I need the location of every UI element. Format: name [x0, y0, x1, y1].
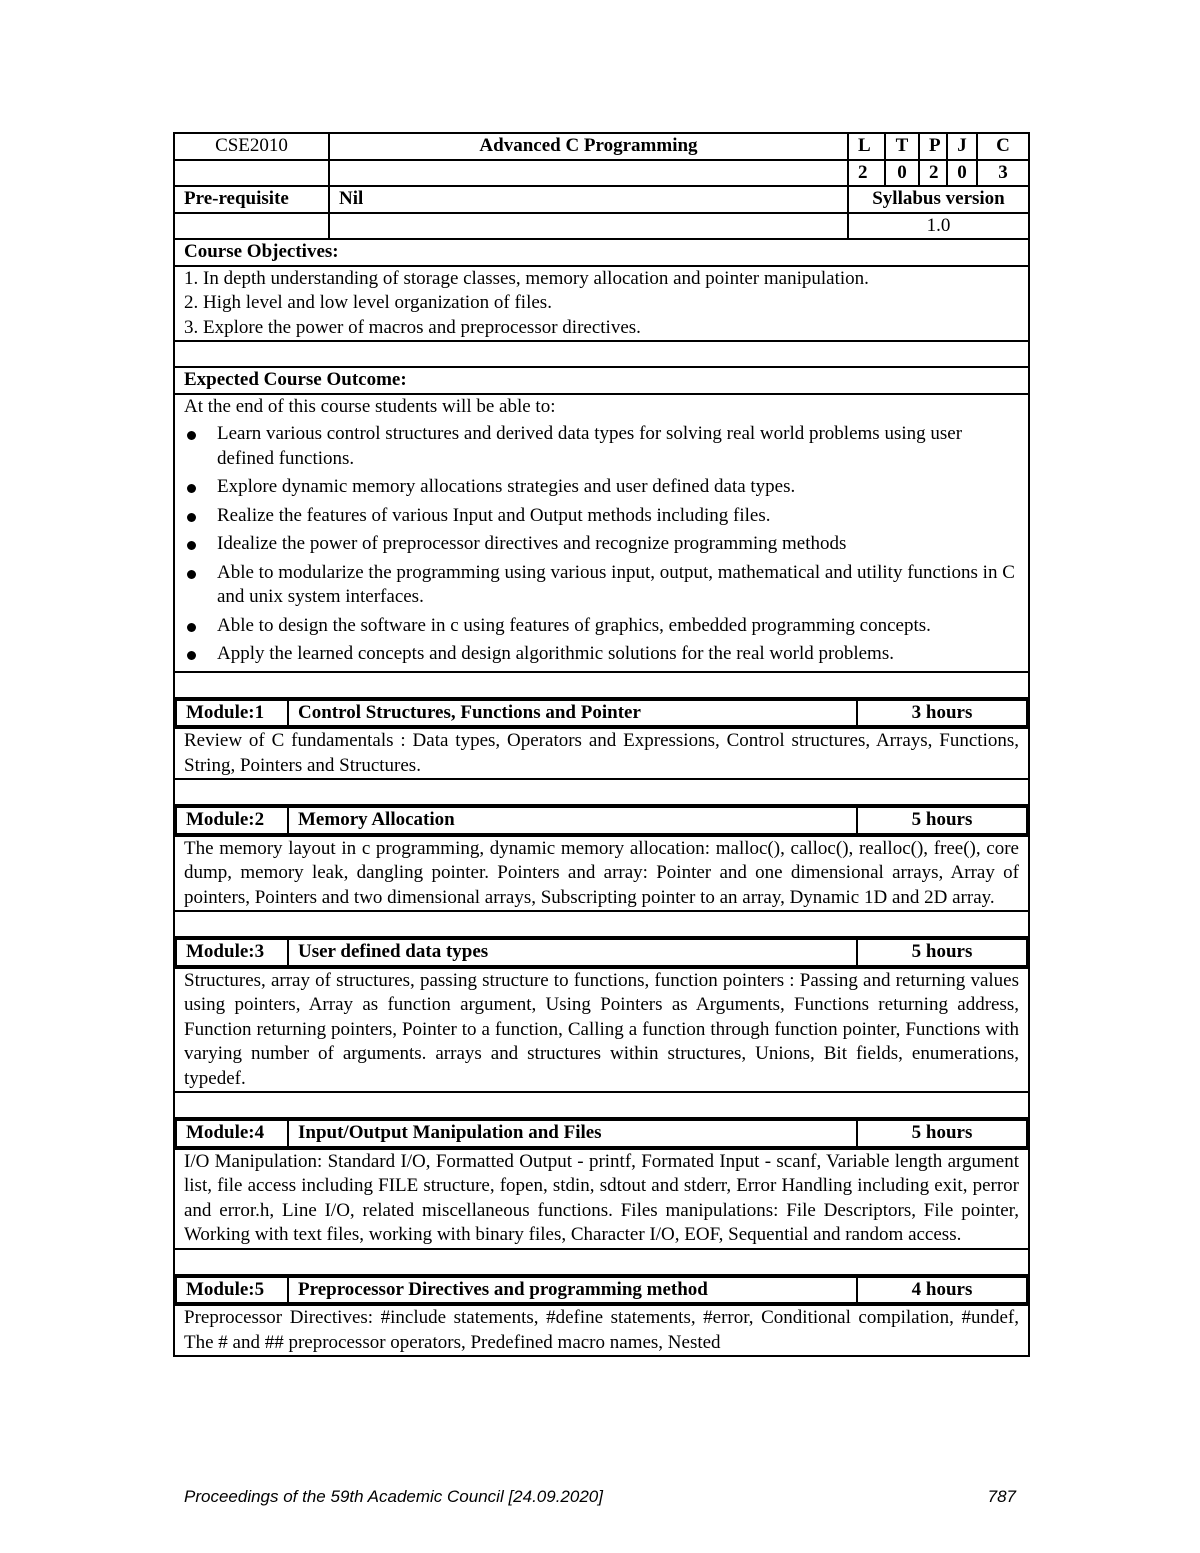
- objective-item: 2. High level and low level organization of files.: [184, 292, 552, 313]
- module-number: Module:3: [176, 939, 288, 966]
- module-number: Module:4: [176, 1120, 288, 1147]
- bullet-icon: [187, 623, 196, 632]
- spacer-row: [174, 779, 1029, 805]
- syllabus-version-label: Syllabus version: [848, 186, 1029, 213]
- outcomes-row: [174, 394, 1029, 672]
- outcomes-heading: Expected Course Outcome:: [174, 367, 1029, 394]
- outcome-item: Idealize the power of preprocessor directives and recognize programming methods: [184, 532, 1019, 557]
- prereq-label: Pre-requisite: [174, 186, 329, 213]
- objective-item: 3. Explore the power of macros and preprocessor directives.: [184, 316, 641, 338]
- header-row-2: [174, 160, 1029, 187]
- empty-cell: [174, 213, 329, 240]
- outcomes-intro: At the end of this course students will be able to:: [184, 395, 556, 417]
- bullet-icon: [187, 431, 196, 440]
- objectives-list: [174, 266, 1029, 342]
- empty-cell: [329, 213, 848, 240]
- module-hours: 5 hours: [857, 1120, 1027, 1147]
- version-row: [174, 213, 1029, 240]
- prereq-row: [174, 186, 1029, 213]
- module-header-row: [174, 937, 1029, 968]
- ltpjc-value-j: 0: [947, 160, 977, 187]
- module-title: Memory Allocation: [288, 807, 857, 834]
- module-content-row: [174, 1305, 1029, 1356]
- footer-text: Proceedings of the 59th Academic Council [24.09.2020]: [184, 1487, 603, 1506]
- module-header-row: [174, 698, 1029, 729]
- ltpjc-header-l: L: [848, 133, 885, 160]
- module-hours: 5 hours: [857, 939, 1027, 966]
- ltpjc-header-j: J: [947, 133, 977, 160]
- ltpjc-header-c: C: [977, 133, 1029, 160]
- objective-item: 1. In depth understanding of storage classes, memory allocation and pointer manipulation.: [184, 267, 869, 289]
- bullet-icon: [187, 651, 196, 660]
- module-number: Module:2: [176, 807, 288, 834]
- module-header-row: [174, 1275, 1029, 1306]
- module-content-row: [174, 836, 1029, 912]
- outcome-item: Able to design the software in c using features of graphics, embedded programming concepts.: [184, 614, 1019, 639]
- prereq-value: Nil: [329, 186, 848, 213]
- spacer-row: [174, 672, 1029, 698]
- spacer-row: [174, 911, 1029, 937]
- page-number: 787: [987, 1487, 1016, 1506]
- ltpjc-header-p: P: [919, 133, 947, 160]
- module-content-row: [174, 968, 1029, 1093]
- outcomes-heading-row: [174, 367, 1029, 394]
- syllabus-table: [173, 132, 1030, 1357]
- syllabus-version-value: 1.0: [848, 213, 1029, 240]
- outcome-item: Apply the learned concepts and design algorithmic solutions for the real world problems.: [184, 642, 1019, 667]
- outcome-item: Learn various control structures and derived data types for solving real world problems using user defined functions.: [184, 422, 1019, 471]
- module-header-row: [174, 805, 1029, 836]
- outcome-item: Able to modularize the programming using various input, output, mathematical and utility functions in C and unix system interfaces.: [184, 561, 1019, 610]
- ltpjc-value-p: 2: [919, 160, 947, 187]
- empty-cell: [329, 160, 848, 187]
- header-row-1: [174, 133, 1029, 160]
- module-number: Module:5: [176, 1277, 288, 1304]
- ltpjc-value-c: 3: [977, 160, 1029, 187]
- module-title: Input/Output Manipulation and Files: [288, 1120, 857, 1147]
- outcome-item: Realize the features of various Input and Output methods including files.: [184, 504, 1019, 529]
- module-content-row: [174, 728, 1029, 779]
- module-title: Control Structures, Functions and Pointer: [288, 700, 857, 727]
- module-content: Review of C fundamentals : Data types, Operators and Expressions, Control structures, Arrays, Functions, String, Pointers and Structures.: [174, 728, 1029, 779]
- course-title: Advanced C Programming: [329, 133, 848, 160]
- module-hours: 4 hours: [857, 1277, 1027, 1304]
- ltpjc-value-t: 0: [885, 160, 919, 187]
- spacer-row: [174, 1092, 1029, 1118]
- module-title: Preprocessor Directives and programming method: [288, 1277, 857, 1304]
- module-content: The memory layout in c programming, dynamic memory allocation: malloc(), calloc(), realloc(), free(), core dump, memory leak, dangling pointer. Pointers and array: Pointer and one dimensional arrays, Array of pointers, Pointers and two dimensional arrays, Subscripting pointer to an array, Dynamic 1D and 2D array.: [174, 836, 1029, 912]
- bullet-icon: [187, 513, 196, 522]
- module-content: Preprocessor Directives: #include statements, #define statements, #error, Conditional compilation, #undef, The # and ## preprocessor operators, Predefined macro names, Nested: [174, 1305, 1029, 1356]
- outcome-item: Explore dynamic memory allocations strategies and user defined data types.: [184, 475, 1019, 500]
- ltpjc-header-t: T: [885, 133, 919, 160]
- outcomes-cell: [174, 394, 1029, 672]
- module-number: Module:1: [176, 700, 288, 727]
- spacer-row: [174, 1249, 1029, 1275]
- bullet-icon: [187, 541, 196, 550]
- spacer-row: [174, 341, 1029, 367]
- module-header-row: [174, 1118, 1029, 1149]
- module-content-row: [174, 1149, 1029, 1249]
- module-hours: 3 hours: [857, 700, 1027, 727]
- objectives-heading: Course Objectives:: [174, 239, 1029, 266]
- empty-cell: [174, 160, 329, 187]
- outcomes-list: [184, 422, 1019, 667]
- module-hours: 5 hours: [857, 807, 1027, 834]
- course-code: CSE2010: [174, 133, 329, 160]
- bullet-icon: [187, 484, 196, 493]
- objectives-heading-row: [174, 239, 1029, 266]
- module-content: Structures, array of structures, passing structure to functions, function pointers : Passing and returning values using pointers, Array as function argument, Using Pointers as Arguments, Functions returning address, Function returning pointers, Pointer to a function, Calling a function through function pointer, Functions with varying number of arguments. arrays and structures within structures, Unions, Bit fields, enumerations, typedef.: [174, 968, 1029, 1093]
- bullet-icon: [187, 570, 196, 579]
- page-footer: [184, 1487, 1016, 1507]
- ltpjc-value-l: 2: [848, 160, 885, 187]
- objectives-row: [174, 266, 1029, 342]
- module-title: User defined data types: [288, 939, 857, 966]
- module-content: I/O Manipulation: Standard I/O, Formatted Output - printf, Formated Input - scanf, Variable length argument list, file access including FILE structure, fopen, stdin, sdtout and stderr, Error Handling including exit, perror and error.h, Line I/O, related miscellaneous functions. Files manipulations: File Descriptors, File pointer, Working with text files, working with binary files, Character I/O, EOF, Sequential and random access.: [174, 1149, 1029, 1249]
- syllabus-document: [173, 132, 1028, 1357]
